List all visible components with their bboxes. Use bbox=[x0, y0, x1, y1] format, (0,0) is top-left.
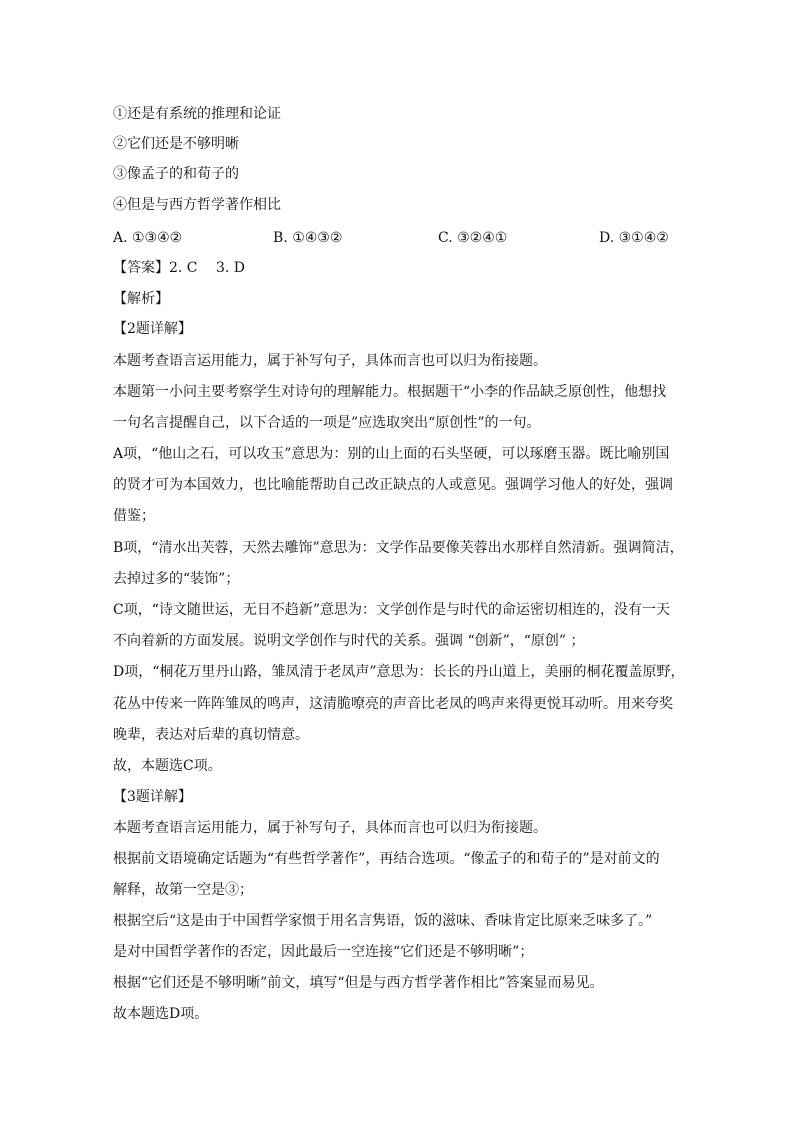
q2-line: 的贤才可为本国效力，也比喻能帮助自己改正缺点的人或意见。强调学习他人的好处，强调 bbox=[113, 477, 673, 493]
q3-line: 根据空后“这是由于中国哲学家惯于用名言隽语，饭的滋味、香味肯定比原来乏味多了。” bbox=[113, 913, 653, 929]
q2-line: 借鉴； bbox=[113, 508, 155, 524]
q2-line: B项，“清水出芙蓉，天然去雕饰”意思为：文学作品要像芙蓉出水那样自然清新。强调简洁， bbox=[113, 540, 684, 556]
option-c: C. ③②④① bbox=[438, 230, 508, 246]
q2-line: 一句名言提醒自己，以下合适的一项是”应选取突出“原创性”的一句。 bbox=[113, 415, 541, 431]
q2-line: D项，“桐花万里丹山路，雏凤清于老凤声”意思为：长长的丹山道上，美丽的桐花覆盖原野， bbox=[113, 664, 685, 680]
sentence-item-4: ④但是与西方哲学著作相比 bbox=[113, 197, 281, 213]
q2-line: 不向着新的方面发展。说明文学创作与时代的关系。强调 “创新”，“原创” ； bbox=[113, 633, 585, 649]
q2-line: 晚辈，表达对后辈的真切情意。 bbox=[113, 727, 309, 743]
sentence-item-1: ①还是有系统的推理和论证 bbox=[113, 106, 281, 122]
q2-line: A项，“他山之石，可以攻玉”意思为：别的山上面的石头坚硬，可以琢磨玉器。既比喻别国 bbox=[113, 446, 670, 462]
option-b: B. ①④③② bbox=[273, 230, 343, 246]
q3-line: 故本题选D项。 bbox=[113, 1006, 209, 1022]
q2-line: 花丛中传来一阵阵雏凤的鸣声，这清脆嘹亮的声音比老凤的鸣声来得更悦耳动听。用来夸奖 bbox=[113, 696, 673, 712]
q2-line: 故，本题选C项。 bbox=[113, 758, 222, 774]
q2-line: 本题第一小问主要考察学生对诗句的理解能力。根据题干“小李的作品缺乏原创性，他想找 bbox=[113, 384, 667, 400]
q3-line: 根据“它们还是不够明晰”前文，填写“但是与西方哲学著作相比”答案显而易见。 bbox=[113, 975, 604, 991]
sentence-item-3: ③像孟子的和荀子的 bbox=[113, 166, 239, 182]
q2-heading: 【2题详解】 bbox=[113, 321, 192, 337]
q2-line: 去掉过多的“装饰”； bbox=[113, 571, 240, 587]
q3-line: 是对中国哲学著作的否定，因此最后一空连接“它们还是不够明晰”； bbox=[113, 944, 534, 960]
q2-line: 本题考查语言运用能力，属于补写句子，具体而言也可以归为衔接题。 bbox=[113, 353, 547, 369]
q3-line: 本题考查语言运用能力，属于补写句子，具体而言也可以归为衔接题。 bbox=[113, 820, 547, 836]
analysis-heading: 【解析】 bbox=[113, 291, 169, 307]
q3-line: 根据前文语境确定话题为“有些哲学著作”，再结合选项。“像孟子的和荀子的”是对前文的 bbox=[113, 851, 660, 867]
q2-line: C项，“诗文随世运，无日不趋新”意思为：文学创作是与时代的命运密切相连的，没有一天 bbox=[113, 602, 671, 618]
sentence-item-2: ②它们还是不够明晰 bbox=[113, 136, 239, 152]
option-a: A. ①③④② bbox=[113, 230, 183, 246]
q3-heading: 【3题详解】 bbox=[113, 789, 192, 805]
answer-line: 【答案】2. C 3. D bbox=[113, 260, 246, 276]
q3-line: 解释，故第一空是③； bbox=[113, 882, 253, 898]
option-d: D. ③①④② bbox=[599, 230, 669, 246]
